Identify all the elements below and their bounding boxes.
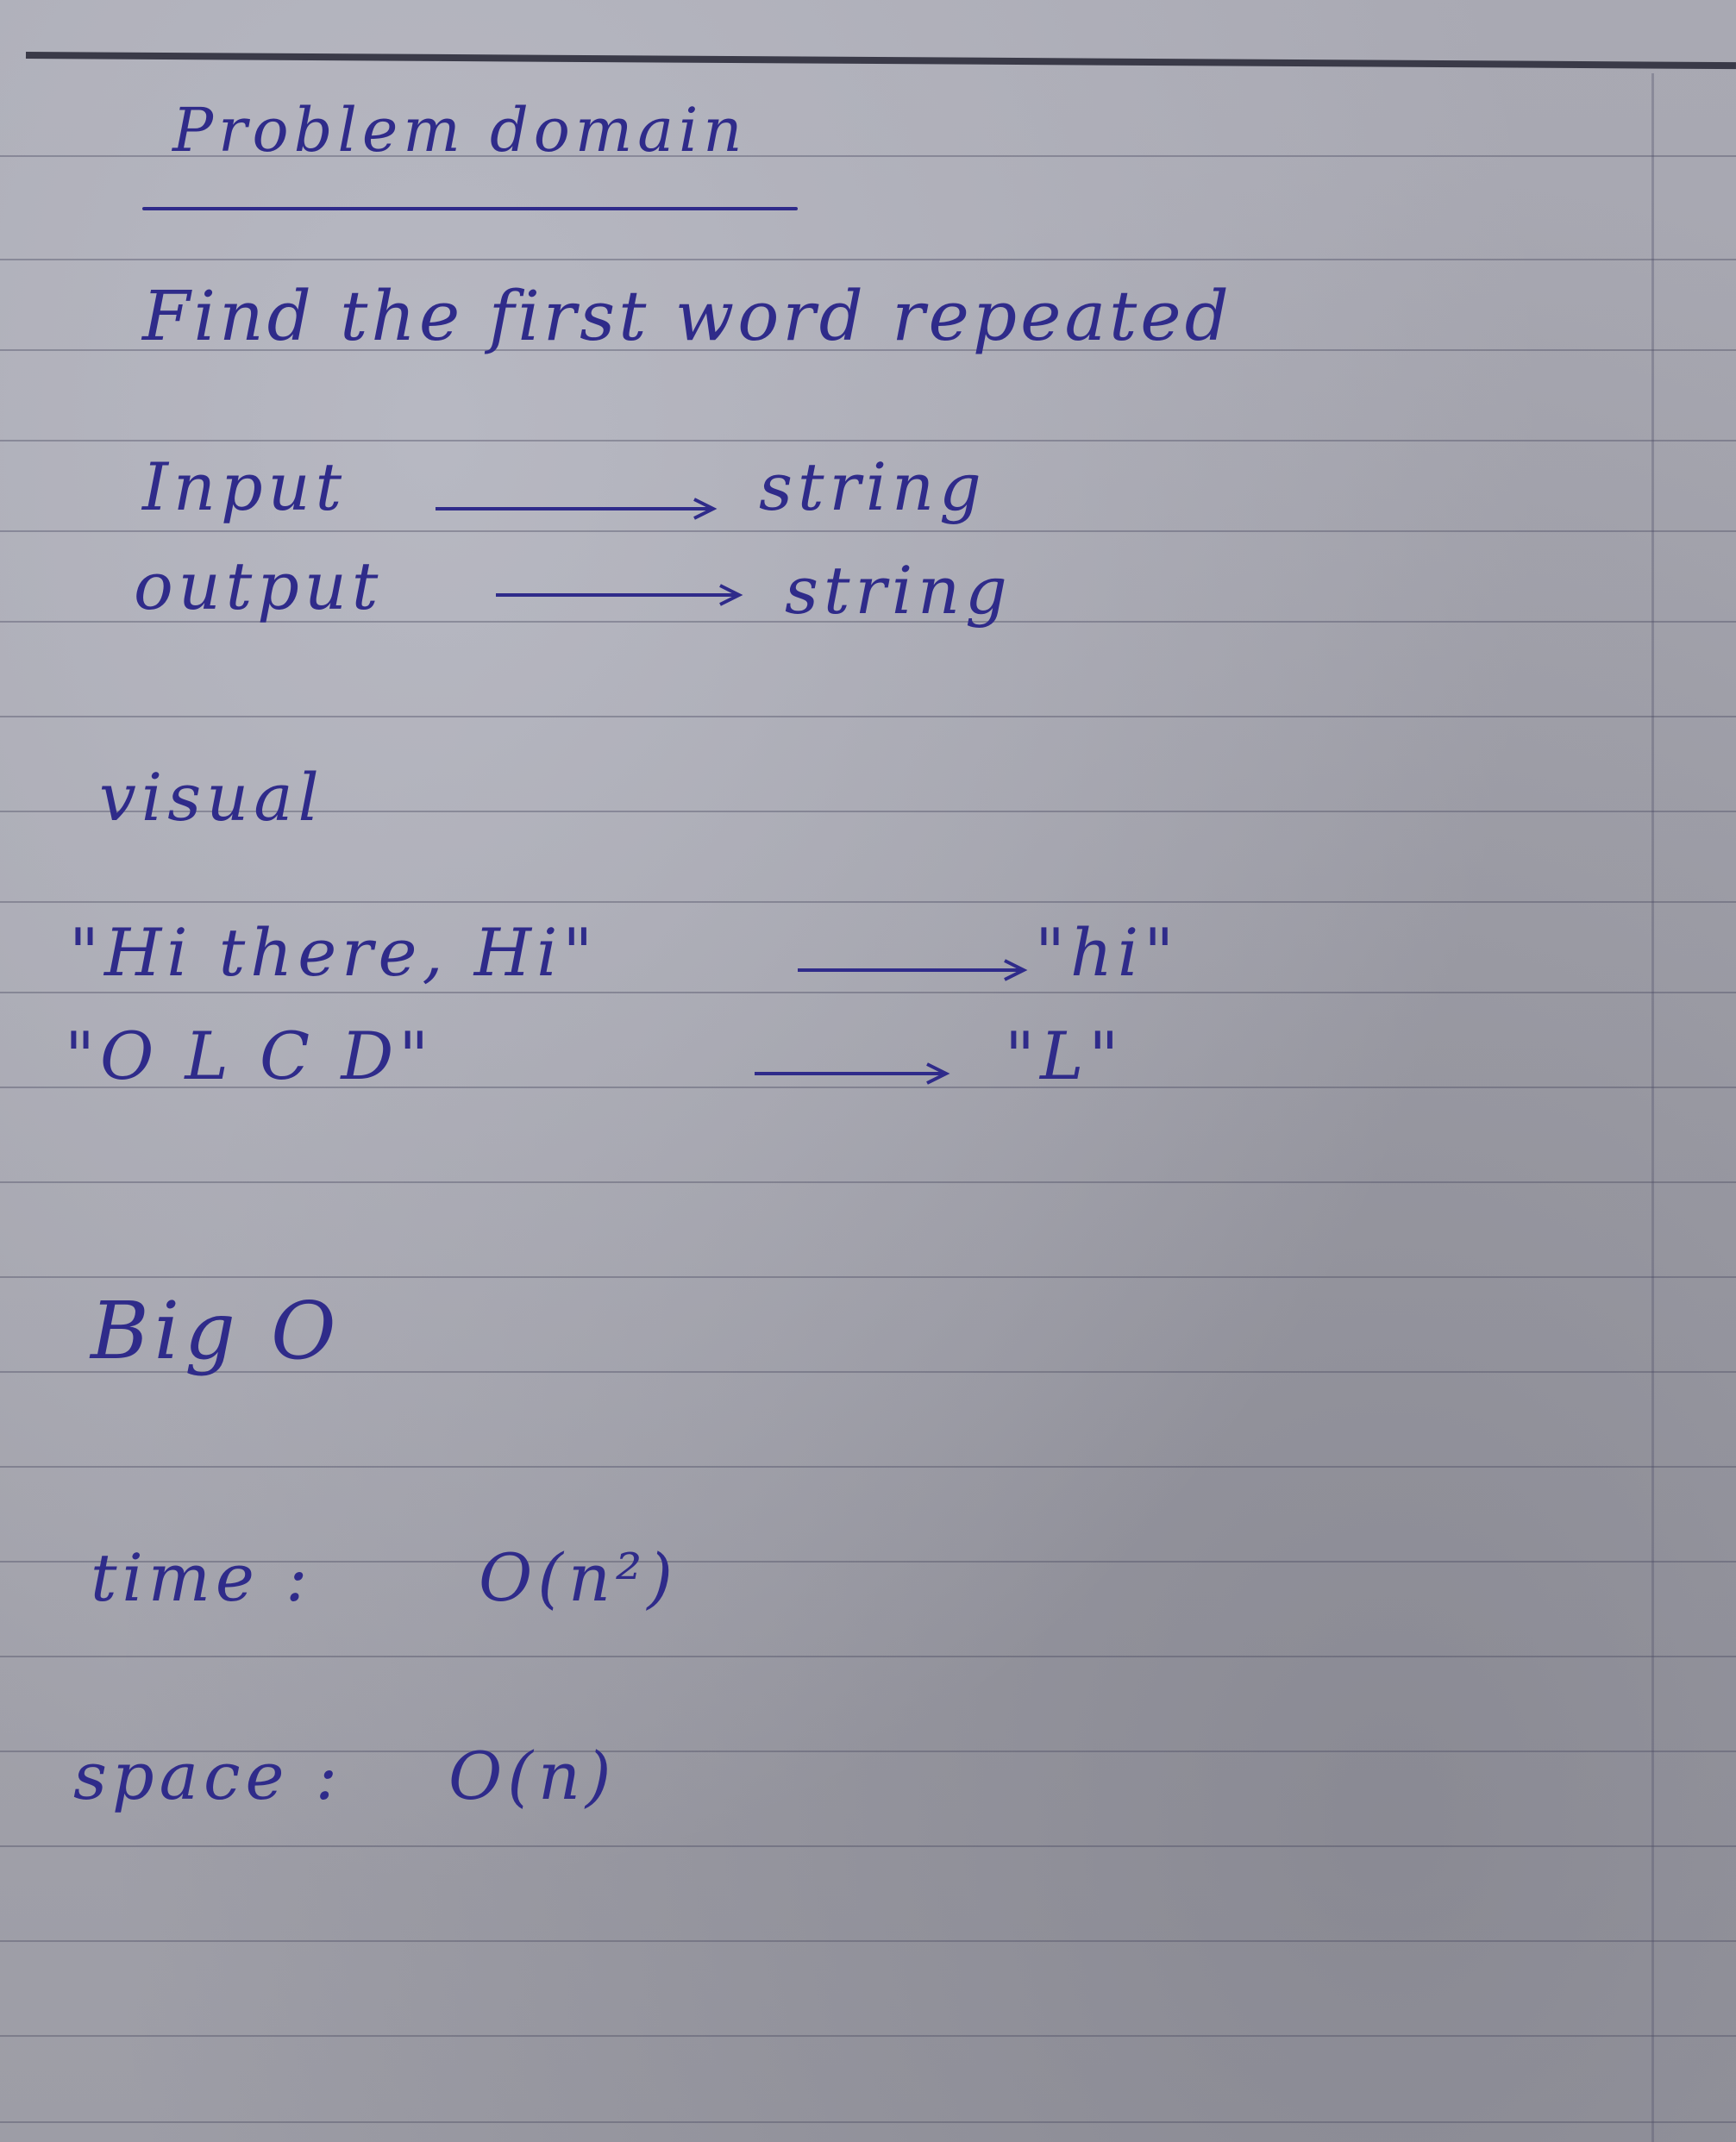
time-complexity: O(n²) bbox=[479, 1539, 679, 1616]
page-margin-line bbox=[1651, 73, 1654, 2142]
task-statement: Find the first word repeated bbox=[142, 276, 1232, 356]
example-2-input: "O L C D" bbox=[65, 1018, 435, 1094]
ruled-line bbox=[0, 530, 1736, 532]
input-label: Input bbox=[142, 448, 348, 525]
space-complexity: O(n) bbox=[448, 1738, 617, 1814]
ruled-line bbox=[0, 440, 1736, 442]
ruled-line bbox=[0, 2121, 1736, 2123]
ruled-line bbox=[0, 259, 1736, 260]
ruled-line bbox=[0, 1181, 1736, 1183]
ruled-line bbox=[0, 716, 1736, 717]
ruled-line bbox=[0, 1466, 1736, 1468]
ruled-line bbox=[0, 1845, 1736, 1847]
example-1-output: "hi" bbox=[1035, 914, 1180, 991]
visual-heading: visual bbox=[99, 759, 324, 836]
example-1-input: "Hi there, Hi" bbox=[69, 914, 599, 991]
page-top-edge bbox=[26, 52, 1736, 69]
ruled-line bbox=[0, 1940, 1736, 1942]
space-label: space : bbox=[73, 1738, 343, 1814]
ruled-line bbox=[0, 2035, 1736, 2037]
time-label: time : bbox=[91, 1539, 313, 1616]
output-label: output bbox=[134, 548, 384, 624]
input-arrow-icon bbox=[436, 496, 720, 522]
example-2-arrow-icon bbox=[755, 1061, 953, 1087]
ruled-line bbox=[0, 992, 1736, 993]
example-1-arrow-icon bbox=[798, 957, 1031, 983]
ruled-line bbox=[0, 1656, 1736, 1657]
title-underline bbox=[142, 207, 798, 210]
output-arrow-icon bbox=[496, 582, 746, 608]
output-type: string bbox=[785, 552, 1012, 629]
big-o-heading: Big O bbox=[91, 1285, 342, 1377]
ruled-line bbox=[0, 901, 1736, 903]
ruled-line bbox=[0, 1276, 1736, 1278]
example-2-output: "L" bbox=[1005, 1018, 1125, 1094]
input-type: string bbox=[759, 448, 987, 525]
page-title: Problem domain bbox=[172, 95, 748, 166]
